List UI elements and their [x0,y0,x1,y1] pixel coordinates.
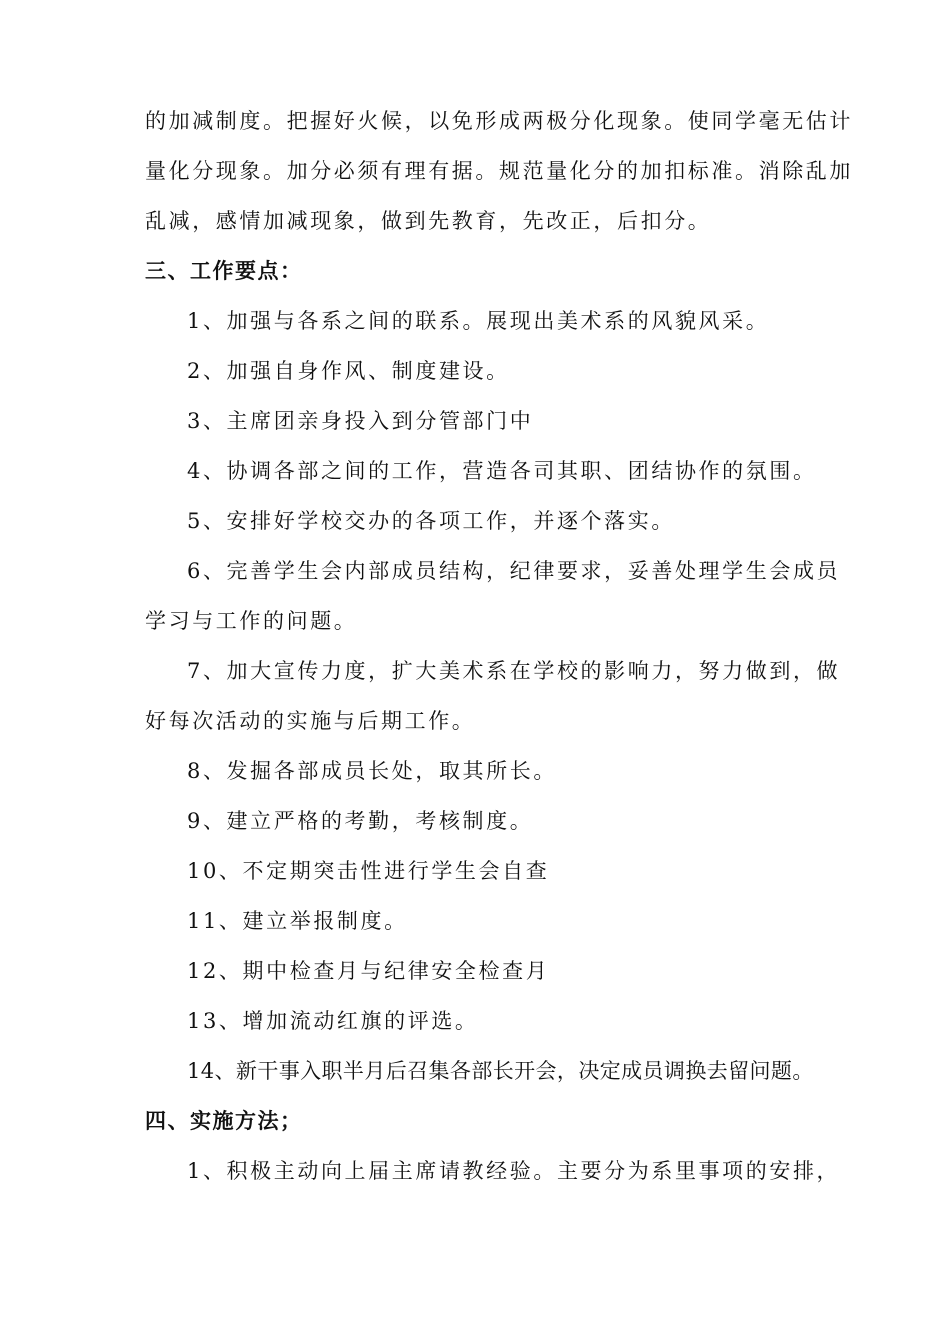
list-item: 5、安排好学校交办的各项工作，并逐个落实。 [187,509,675,533]
list-item: 13、增加流动红旗的评选。 [187,1009,479,1033]
list-item: 11、建立举报制度。 [187,909,408,933]
list-item: 12、期中检查月与纪律安全检查月 [187,959,550,983]
list-item: 6、完善学生会内部成员结构，纪律要求，妥善处理学生会成员 [187,559,841,583]
section-heading-work-points: 三、工作要点： [145,258,303,283]
list-item: 10、不定期突击性进行学生会自查 [187,859,550,883]
list-item: 3、主席团亲身投入到分管部门中 [187,409,534,433]
section-heading-implementation: 四、实施方法； [145,1108,303,1133]
list-item: 1、加强与各系之间的联系。展现出美术系的风貌风采。 [187,309,770,333]
list-item: 8、发掘各部成员长处，取其所长。 [187,759,557,783]
list-item: 9、建立严格的考勤，考核制度。 [187,809,534,833]
list-item-continuation: 好每次活动的实施与后期工作。 [145,709,476,733]
list-item: 7、加大宣传力度，扩大美术系在学校的影响力，努力做到，做 [187,659,841,683]
list-item: 1、积极主动向上届主席请教经验。主要分为系里事项的安排， [187,1159,841,1183]
list-item: 2、加强自身作风、制度建设。 [187,359,510,383]
paragraph-line: 量化分现象。加分必须有理有据。规范量化分的加扣标准。消除乱加 [145,159,853,183]
list-item: 14、新干事入职半月后召集各部长开会，决定成员调换去留问题。 [187,1059,814,1083]
list-item-continuation: 学习与工作的问题。 [145,609,358,633]
paragraph-line: 的加减制度。把握好火候，以免形成两极分化现象。使同学毫无估计 [145,109,853,133]
list-item: 4、协调各部之间的工作，营造各司其职、团结协作的氛围。 [187,459,817,483]
paragraph-line: 乱减，感情加减现象，做到先教育，先改正，后扣分。 [145,209,712,233]
